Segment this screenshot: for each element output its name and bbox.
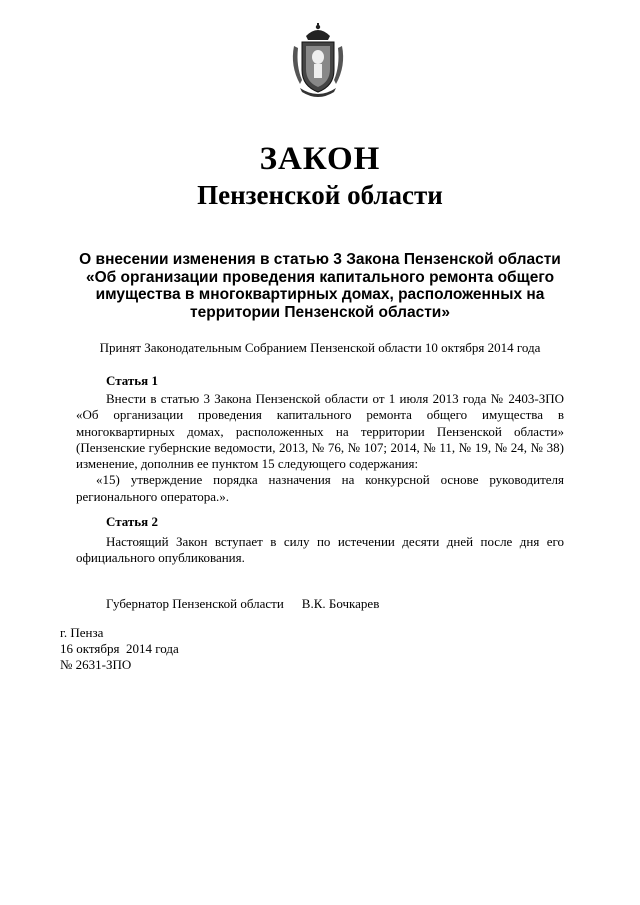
document-subtitle: Пензенской области [197,180,443,210]
heading-line: территории Пензенской области» [190,303,450,321]
place-date-number [60,625,179,673]
article-1-body [76,391,564,505]
law-heading [60,251,580,321]
law-number: № 2631-ЗПО [60,657,132,672]
heading-line: «Об организации проведения капитального ремонта общего [85,268,555,286]
city: г. Пенза [60,625,104,640]
adoption-note: Принят Законодательным Собранием Пензенской области 10 октября 2014 года [99,340,541,355]
signature-block [106,596,379,612]
article-2-body [76,534,564,567]
heading-line: О внесении изменения в статью 3 Закона Пензенской области [79,251,561,268]
document-title: ЗАКОН [259,141,381,177]
article-1-item: «15) утверждение порядка назначения на конкурсной основе руководителя регионального оператора.». [76,472,564,504]
article-2-text: Настоящий Закон вступает в силу по истечении десяти дней после дня его официального опубликования. [76,534,564,566]
signatory-name: В.К. Бочкарев [301,596,380,611]
signatory-position: Губернатор Пензенской области [106,596,284,611]
article-2-title: Статья 2 [106,514,158,529]
coat-of-arms-emblem [290,22,346,98]
date: 16 октября 2014 года [60,641,179,656]
article-1-text: Внести в статью 3 Закона Пензенской области от 1 июля 2013 года № 2403-ЗПО «Об организации проведения капитального ремонта общего имущества в многоквартирных домах, расположенных на территории Пензенской области» (Пензенские губернские ведомости, 2013, № 76, № 107; 2014, № 11, № 19, № 24, № 38) изменение, дополнив ее пунктом 15 следующего содержания: [76,391,564,472]
article-1-title: Статья 1 [106,373,158,388]
heading-line: имущества в многоквартирных домах, расположенных на [95,286,545,303]
